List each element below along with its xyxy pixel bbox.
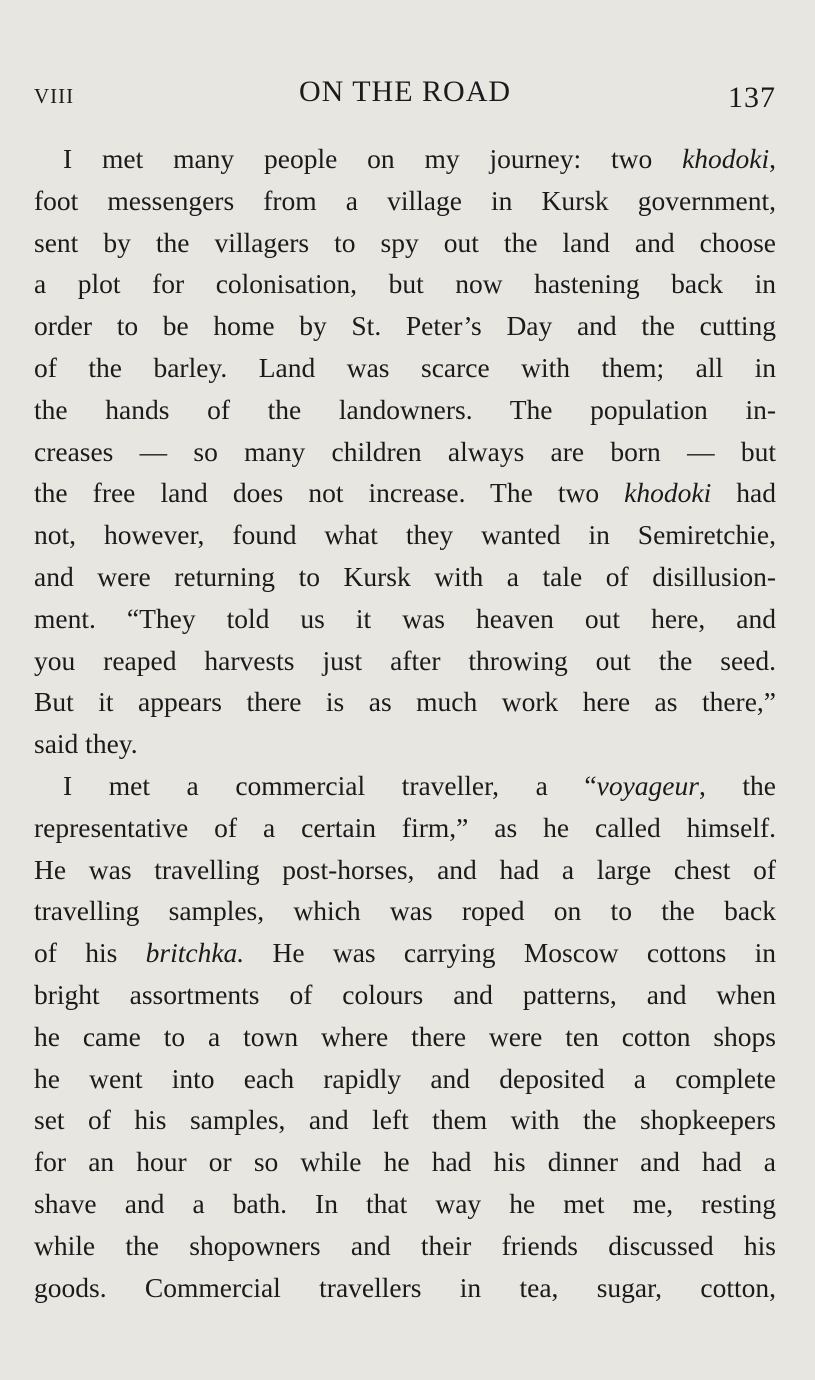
text-run: sent by the villagers to spy out the land and choose (34, 226, 776, 258)
text-line (34, 1141, 776, 1183)
text-line (34, 472, 776, 514)
text-run: set of his samples, and left them with the shopkeepers (34, 1104, 776, 1136)
text-line (34, 263, 776, 305)
text-line (34, 723, 776, 765)
text-run: said they. (34, 728, 138, 760)
text-run: travelling samples, which was roped on to the back (34, 895, 776, 927)
text-line (34, 974, 776, 1016)
text-run: of his (34, 937, 146, 969)
text-run: But it appears there is as much work here as there,” (34, 686, 776, 718)
text-run: had (711, 477, 776, 509)
text-run: while the shopowners and their friends discussed his (34, 1229, 776, 1261)
text-run: a plot for colonisation, but now hastening back in (34, 268, 776, 300)
italic-text: voyageur (596, 769, 699, 801)
text-run: of the barley. Land was scarce with them; all in (34, 351, 776, 383)
text-run: the hands of the landowners. The population in- (34, 393, 776, 425)
italic-text: khodoki (624, 477, 712, 509)
text-run: he went into each rapidly and deposited a complete (34, 1062, 776, 1094)
italic-text: khodoki (682, 143, 770, 174)
text-line (34, 807, 776, 849)
text-run: creases — so many children always are born — but (34, 435, 776, 467)
text-run: shave and a bath. In that way he met me, resting (34, 1187, 776, 1219)
text-line (34, 932, 776, 974)
text-line (34, 347, 776, 389)
text-run: I met many people on my journey: two (63, 143, 683, 174)
text-line (34, 1016, 776, 1058)
text-line (34, 1058, 776, 1100)
italic-text: britchka. (145, 937, 245, 969)
text-line (34, 1183, 776, 1225)
text-line (34, 1267, 776, 1309)
text-run: representative of a certain firm,” as he called himself. (34, 811, 776, 843)
text-run: and were returning to Kursk with a tale of disillusion- (34, 560, 776, 592)
text-run: for an hour or so while he had his dinner and had a (34, 1146, 776, 1178)
text-run: foot messengers from a village in Kursk government, (34, 184, 776, 216)
text-run: goods. Commercial travellers in tea, sugar, cotton, (34, 1271, 776, 1303)
text-line (34, 849, 776, 891)
text-line (34, 1099, 776, 1141)
text-line (34, 556, 776, 598)
text-line (34, 514, 776, 556)
text-line (34, 640, 776, 682)
text-run: you reaped harvests just after throwing out the seed. (34, 644, 776, 676)
text-line (34, 305, 776, 347)
text-run: He was travelling post-horses, and had a large chest of (34, 853, 776, 885)
text-line (34, 681, 776, 723)
chapter-numeral: viii (34, 77, 75, 110)
text-line (34, 1225, 776, 1267)
text-run: , (769, 143, 776, 174)
running-head (34, 70, 776, 114)
text-run: I met a commercial traveller, a “ (63, 769, 597, 801)
text-run: order to be home by St. Peter’s Day and the cutting (34, 310, 776, 342)
text-run: ment. “They told us it was heaven out here, and (34, 602, 776, 634)
text-line (34, 222, 776, 264)
text-line (34, 598, 776, 640)
text-run: He was carrying Moscow cottons in (244, 937, 776, 969)
text-run: not, however, found what they wanted in Semiretchie, (34, 519, 776, 551)
text-run: he came to a town where there were ten cotton shops (34, 1020, 776, 1052)
text-run: the free land does not increase. The two (34, 477, 625, 509)
text-line (34, 138, 776, 180)
text-line (34, 765, 776, 807)
text-run: bright assortments of colours and patterns, and when (34, 978, 776, 1010)
text-line (34, 890, 776, 932)
body-text (34, 138, 776, 1308)
text-run: , the (698, 769, 776, 801)
text-line (34, 431, 776, 473)
text-line (34, 180, 776, 222)
running-title: ON THE ROAD (298, 75, 512, 108)
page-number: 137 (728, 81, 776, 114)
text-line (34, 389, 776, 431)
